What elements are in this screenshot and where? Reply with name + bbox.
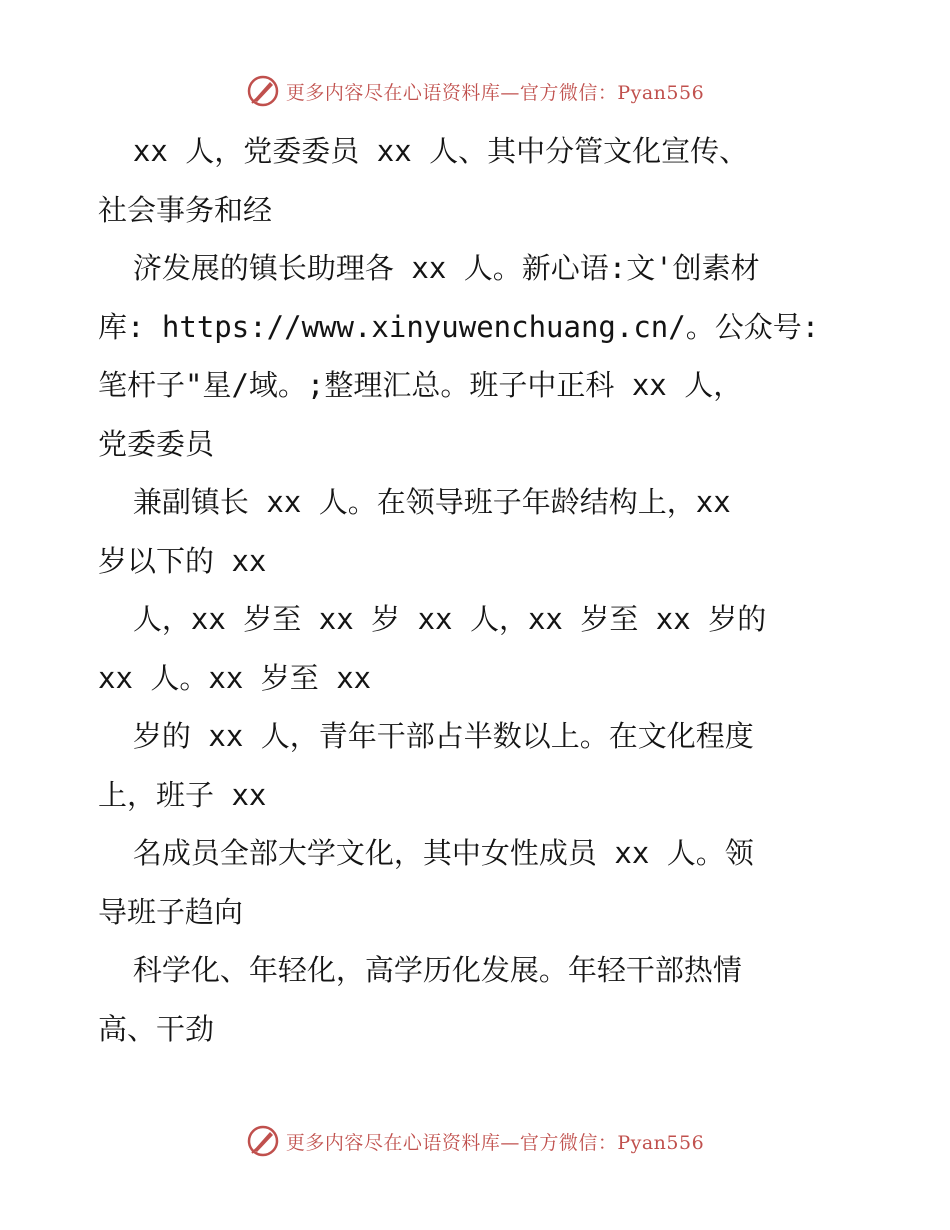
quill-pen-logo-icon <box>246 1124 280 1158</box>
footer-banner-text: 更多内容尽在心语资料库—官方微信：Pyan556 <box>285 1131 705 1154</box>
text-line: 科学化、年轻化，高学历化发展。年轻干部热情 <box>98 953 742 987</box>
text-line: 库: https://www.xinyuwenchuang.cn/。公众号: <box>98 309 820 344</box>
text-line: 兼副镇长 xx 人。在领导班子年龄结构上，xx <box>98 485 731 519</box>
text-line: xx 人。xx 岁至 xx <box>98 660 372 695</box>
text-line: 岁的 xx 人，青年干部占半数以上。在文化程度 <box>98 719 754 753</box>
text-line: 岁以下的 xx <box>98 543 267 578</box>
quill-pen-logo-icon <box>246 74 280 108</box>
text-line: 济发展的镇长助理各 xx 人。新心语:文'创素材 <box>98 251 760 285</box>
text-line: 上，班子 xx <box>98 777 267 812</box>
header-banner <box>0 71 950 111</box>
text-line: 高、干劲 <box>98 1011 215 1046</box>
document-body <box>98 122 858 1058</box>
footer-banner <box>0 1121 950 1161</box>
text-line: xx 人，党委委员 xx 人、其中分管文化宣传、 <box>98 134 749 168</box>
header-banner-text: 更多内容尽在心语资料库—官方微信：Pyan556 <box>285 81 705 104</box>
text-line: 党委委员 <box>98 426 215 461</box>
text-line: 名成员全部大学文化，其中女性成员 xx 人。领 <box>98 836 754 870</box>
text-line: 社会事务和经 <box>98 192 273 227</box>
text-line: 导班子趋向 <box>98 894 244 929</box>
text-line: 笔杆子"星/域。;整理汇总。班子中正科 xx 人， <box>98 368 743 402</box>
text-line: 人，xx 岁至 xx 岁 xx 人，xx 岁至 xx 岁的 <box>98 602 767 636</box>
